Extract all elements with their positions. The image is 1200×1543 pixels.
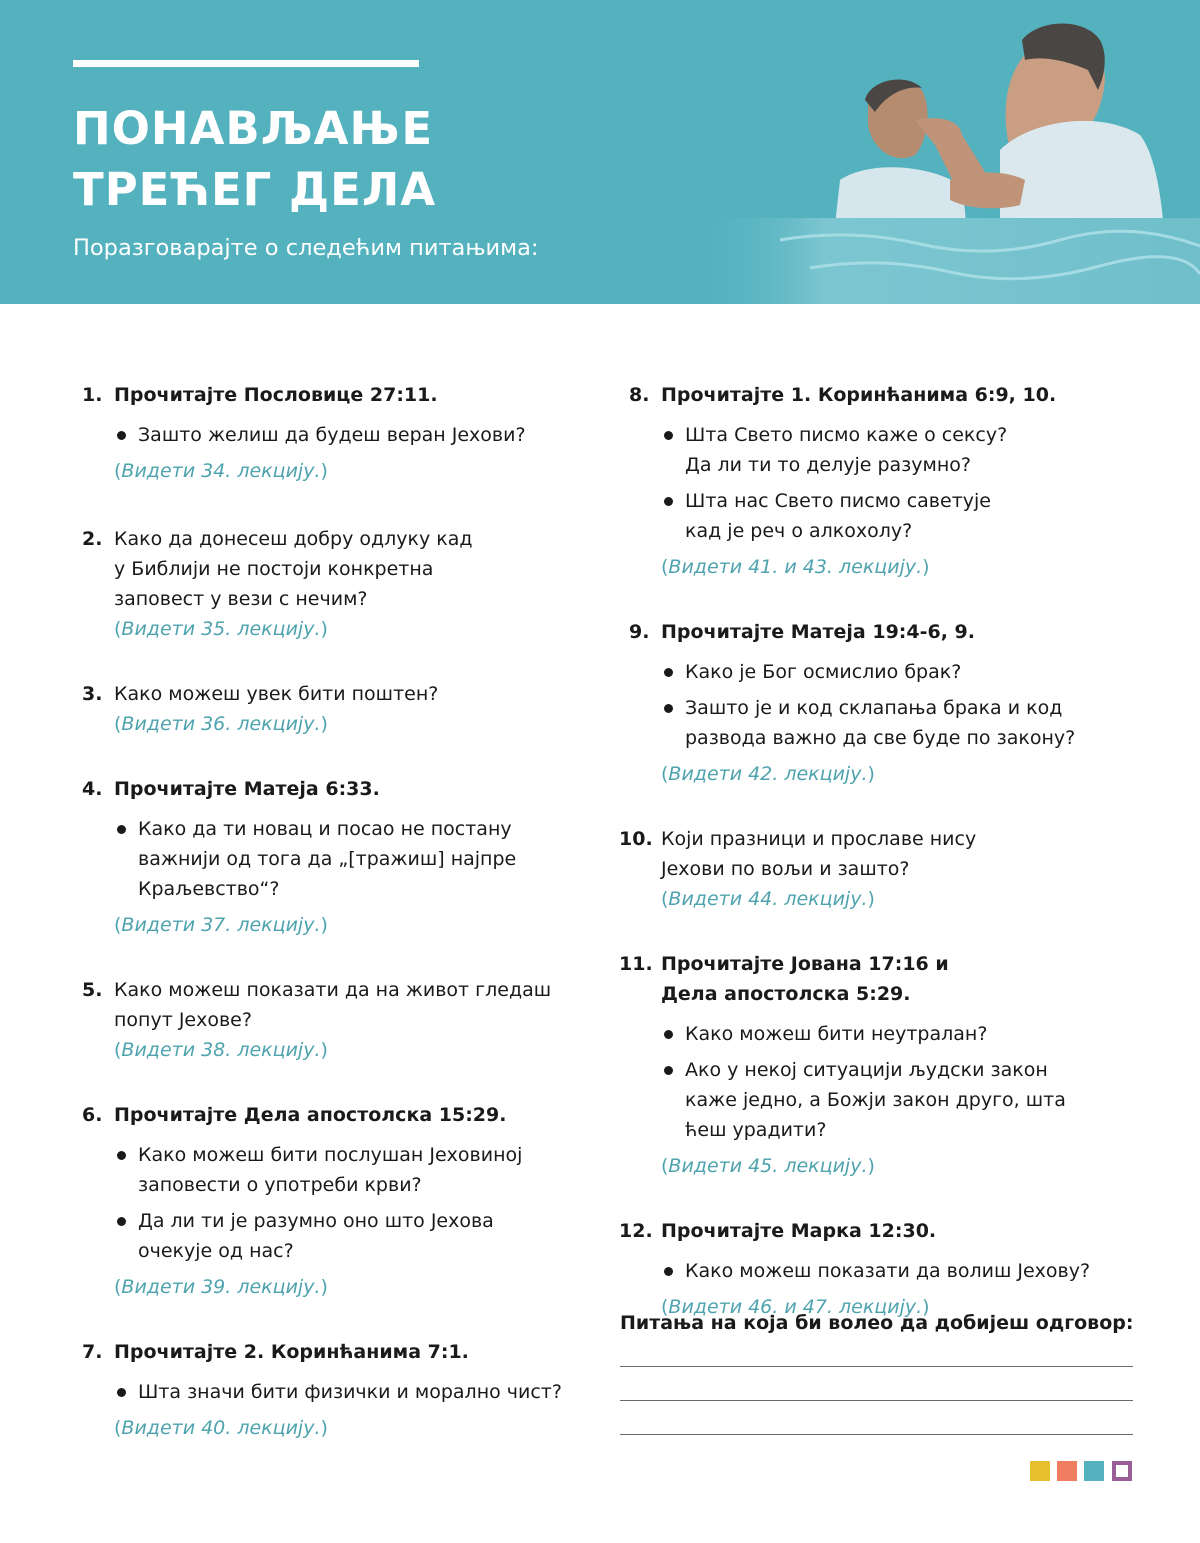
page-subtitle: Поразговарајте о следећим питањима:: [73, 235, 539, 261]
yellow-square-icon: [1030, 1461, 1050, 1481]
question-10: [617, 824, 1147, 914]
question-number: 4.: [82, 778, 103, 800]
scripture-reference: Прочитајте Пословице 27:11.: [114, 384, 438, 406]
scripture-reference: Прочитајте Јована 17:16 и Дела апостолска 5:29.: [661, 953, 949, 1005]
question-4: [82, 774, 592, 940]
lesson-reference: (Видети 44. лекцију.): [661, 888, 875, 910]
lesson-reference: (Видети 39. лекцију.): [114, 1276, 328, 1298]
lesson-reference: (Видети 41. и 43. лекцију.): [661, 556, 930, 578]
lesson-reference: (Видети 38. лекцију.): [114, 1039, 328, 1061]
question-6: [82, 1100, 592, 1302]
header-banner: [0, 0, 1200, 304]
bullet-list: [114, 420, 592, 450]
bullet-item: Како можеш бити послушан Јеховиној заповести о употреби крви?: [114, 1140, 544, 1200]
questions-column-right: [617, 380, 1147, 1357]
bullet-item: Како можеш показати да волиш Јехову?: [661, 1256, 1147, 1286]
question-text: Како да донесеш добру одлуку кад у Библији не постоји конкретна заповест у вези с нечим?: [114, 528, 473, 610]
question-8: [617, 380, 1147, 582]
question-3: [82, 679, 592, 739]
question-number: 5.: [82, 979, 103, 1001]
bullet-list: [661, 657, 1101, 753]
bullet-item: Шта Свето писмо каже о сексу? Да ли ти то делује разумно?: [661, 420, 1021, 480]
title-line-2: ТРЕЋЕГ ДЕЛА: [73, 163, 437, 216]
bullet-list: [661, 1019, 1071, 1145]
bullet-item: Шта нас Свето писмо саветује кад је реч о алкохолу?: [661, 486, 1021, 546]
coral-square-icon: [1057, 1461, 1077, 1481]
question-number: 1.: [82, 384, 103, 406]
scripture-reference: Прочитајте 1. Коринћанима 6:9, 10.: [661, 384, 1057, 406]
lesson-reference: (Видети 45. лекцију.): [661, 1155, 875, 1177]
teal-square-icon: [1084, 1461, 1104, 1481]
question-2: [82, 524, 592, 644]
answer-line[interactable]: [620, 1434, 1133, 1435]
lesson-reference-text: Видети 44. лекцију.: [668, 888, 868, 910]
bullet-item: Шта значи бити физички и морално чист?: [114, 1377, 594, 1407]
lesson-reference-text: Видети 45. лекцију.: [668, 1155, 868, 1177]
bullet-item: Како да ти новац и посао не постану важнији од тога да „[тражиш] најпре Краљевство“?: [114, 814, 534, 904]
lesson-reference-text: Видети 34. лекцију.: [121, 460, 321, 482]
lesson-reference: (Видети 37. лекцију.): [114, 914, 328, 936]
bullet-item: Ако у некој ситуацији људски закон каже једно, а Божји закон друго, шта ћеш урадити?: [661, 1055, 1071, 1145]
header-rule: [73, 60, 419, 67]
lesson-reference: (Видети 34. лекцију.): [114, 460, 328, 482]
scripture-reference: Прочитајте Марка 12:30.: [661, 1220, 937, 1242]
question-number: 10.: [619, 828, 653, 850]
questions-column-left: [82, 380, 592, 1478]
question-number: 9.: [629, 621, 650, 643]
question-9: [617, 617, 1147, 789]
baptism-illustration: [700, 0, 1200, 304]
answer-line[interactable]: [620, 1400, 1133, 1401]
answer-line[interactable]: [620, 1366, 1133, 1367]
questions-to-ask-label: Питања на која би волео да добијеш одговор:: [620, 1312, 1134, 1334]
question-number: 3.: [82, 683, 103, 705]
question-number: 12.: [619, 1220, 653, 1242]
bullet-item: Зашто је и код склапања брака и код развода важно да све буде по закону?: [661, 693, 1101, 753]
purple-outline-square-icon: [1112, 1461, 1132, 1481]
lesson-reference-text: Видети 36. лекцију.: [121, 713, 321, 735]
question-11: [617, 949, 1147, 1181]
lesson-reference-text: Видети 40. лекцију.: [121, 1417, 321, 1439]
bullet-item: Како можеш бити неутралан?: [661, 1019, 1071, 1049]
bullet-item: Зашто желиш да будеш веран Јехови?: [114, 420, 592, 450]
lesson-reference: (Видети 40. лекцију.): [114, 1417, 328, 1439]
question-1: [82, 380, 592, 486]
bullet-list: [114, 1140, 544, 1266]
bullet-list: [661, 1256, 1147, 1286]
question-text: Који празници и прославе нису Јехови по вољи и зашто?: [661, 828, 977, 880]
scripture-reference: Прочитајте Матеја 6:33.: [114, 778, 380, 800]
question-number: 8.: [629, 384, 650, 406]
bullet-list: [661, 420, 1021, 546]
scripture-reference: Прочитајте Матеја 19:4-6, 9.: [661, 621, 975, 643]
lesson-reference: (Видети 35. лекцију.): [114, 618, 328, 640]
lesson-reference: (Видети 36. лекцију.): [114, 713, 328, 735]
lesson-reference-text: Видети 42. лекцију.: [668, 763, 868, 785]
lesson-reference-text: Видети 37. лекцију.: [121, 914, 321, 936]
scripture-reference: Прочитајте 2. Коринћанима 7:1.: [114, 1341, 469, 1363]
question-7: [82, 1337, 592, 1443]
question-text: Како можеш показати да на живот гледаш попут Јехове?: [114, 979, 552, 1031]
question-number: 6.: [82, 1104, 103, 1126]
question-number: 11.: [619, 953, 653, 975]
lesson-reference-text: Видети 46. и 47. лекцију.: [668, 1296, 923, 1318]
lesson-reference: (Видети 46. и 47. лекцију.): [661, 1296, 930, 1318]
question-text: Како можеш увек бити поштен?: [114, 683, 439, 705]
question-5: [82, 975, 592, 1065]
scripture-reference: Прочитајте Дела апостолска 15:29.: [114, 1104, 507, 1126]
lesson-reference-text: Видети 41. и 43. лекцију.: [668, 556, 923, 578]
question-12: [617, 1216, 1147, 1322]
bullet-item: Да ли ти је разумно оно што Јехова очекује од нас?: [114, 1206, 544, 1266]
lesson-reference-text: Видети 39. лекцију.: [121, 1276, 321, 1298]
lesson-reference-text: Видети 35. лекцију.: [121, 618, 321, 640]
page-title: [73, 98, 436, 220]
question-number: 2.: [82, 528, 103, 550]
lesson-reference: (Видети 42. лекцију.): [661, 763, 875, 785]
title-line-1: ПОНАВЉАЊЕ: [73, 102, 434, 155]
lesson-reference-text: Видети 38. лекцију.: [121, 1039, 321, 1061]
bullet-list: [114, 814, 534, 904]
bullet-list: [114, 1377, 594, 1407]
bullet-item: Како је Бог осмислио брак?: [661, 657, 1101, 687]
question-number: 7.: [82, 1341, 103, 1363]
